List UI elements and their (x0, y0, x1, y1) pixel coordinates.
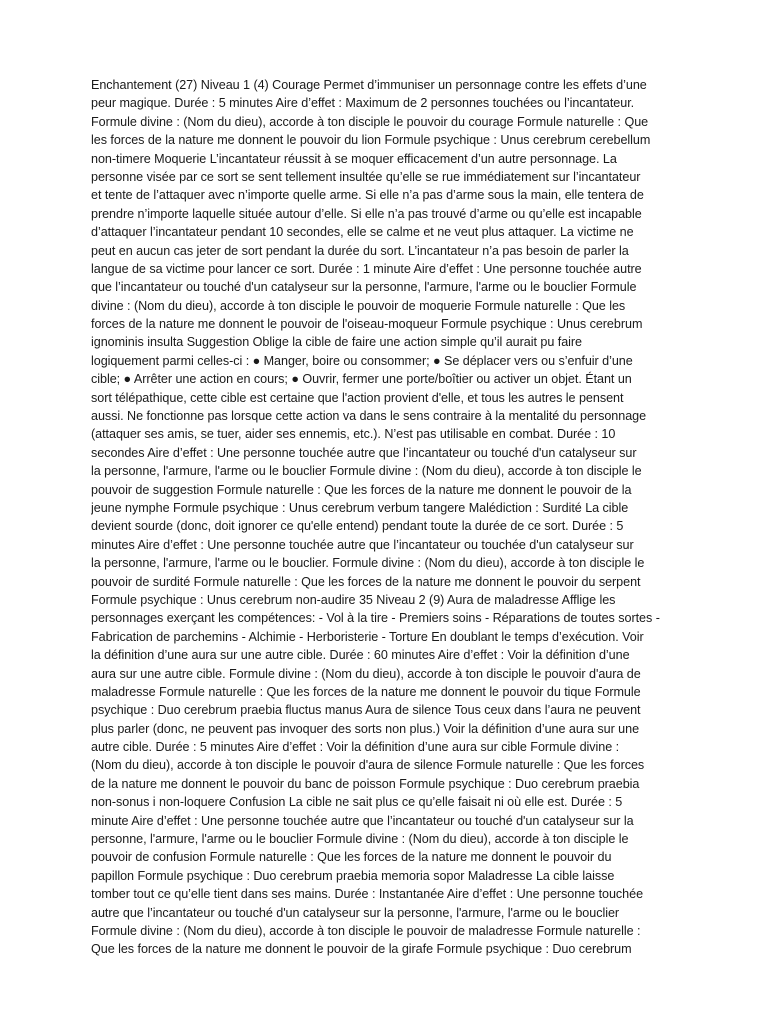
document-text-line: divine : (Nom du dieu), accorde à ton disciple le pouvoir de moquerie Formule naturelle : Que les (91, 298, 626, 313)
document-text-line: logiquement parmi celles-ci : ● Manger, boire ou consommer; ● Se déplacer vers ou s’enfuir d’une (91, 353, 633, 368)
document-text-line: non-timere Moquerie L’incantateur réussit à se moquer efficacement d’un autre personnage. La (91, 151, 617, 166)
document-text-line: Que les forces de la nature me donnent le pouvoir de la girafe Formule psychique : Duo cerebrum (91, 942, 632, 957)
document-text-line: ignominis insulta Suggestion Oblige la cible de faire une action simple qu’il aurait pu faire (91, 335, 582, 350)
document-text-line: peut en aucun cas jeter de sort pendant la durée du sort. L’incantateur n’a pas besoin de parler la (91, 243, 629, 258)
document-text-line: (Nom du dieu), accorde à ton disciple le pouvoir d'aura de silence Formule naturelle : Que les forces (91, 758, 645, 773)
document-text-line: la personne, l'armure, l'arme ou le bouclier Formule divine : (Nom du dieu), accorde à ton disciple le (91, 464, 642, 479)
document-text-line: Fabrication de parchemins - Alchimie - Herboristerie - Torture En doublant le temps d’exécution. Voir (91, 629, 644, 644)
document-text-line: les forces de la nature me donnent le pouvoir du lion Formule psychique : Unus cerebrum cerebellum (91, 133, 651, 148)
document-text-line: personne, l'armure, l'arme ou le bouclier Formule divine : (Nom du dieu), accorde à ton disciple le (91, 832, 629, 847)
document-text-line: forces de la nature me donnent le pouvoir de l'oiseau-moqueur Formule psychique : Unus cerebrum (91, 317, 643, 332)
document-text-line: minutes Aire d’effet : Une personne touchée autre que l’incantateur ou touchée d'un catalyseur sur (91, 537, 634, 552)
document-text-line: personne visée par ce sort se sent tellement insultée qu’elle se rue immédiatement sur l’incantateur (91, 169, 641, 184)
document-text-line: la personne, l'armure, l'arme ou le bouclier. Formule divine : (Nom du dieu), accorde à ton disciple le (91, 556, 645, 571)
document-text-line: pouvoir de surdité Formule naturelle : Que les forces de la nature me donnent le pouvoir du serpent (91, 574, 641, 589)
document-text-line: personnages exerçant les compétences: - Vol à la tire - Premiers soins - Réparations de toutes sortes - (91, 611, 660, 626)
document-text-line: autre que l’incantateur ou touché d'un catalyseur sur la personne, l'armure, l'arme ou le bouclier (91, 905, 620, 920)
document-text-line: maladresse Formule naturelle : Que les forces de la nature me donnent le pouvoir du tique Formule (91, 684, 641, 699)
document-text-line: et tente de l’attaquer avec n’importe quelle arme. Si elle n’a pas d’arme sous la main, elle tentera de (91, 188, 644, 203)
document-text-line: (attaquer ses amis, se tuer, aider ses ennemis, etc.). N’est pas utilisable en combat. Durée : 10 (91, 427, 616, 442)
document-text-line: la définition d’une aura sur une autre cible. Durée : 60 minutes Aire d’effet : Voir la définition d’une (91, 648, 630, 663)
document-body-text (91, 76, 679, 959)
document-text-line: sort télépathique, cette cible est certaine que l'action provient d'elle, et tous les autres le pensent (91, 390, 624, 405)
document-text-line: secondes Aire d’effet : Une personne touchée autre que l’incantateur ou touché d'un catalyseur sur (91, 445, 637, 460)
document-text-line: langue de sa victime pour lancer ce sort. Durée : 1 minute Aire d’effet : Une personne touchée autre (91, 261, 642, 276)
document-text-line: plus parler (donc, ne peuvent pas invoquer des sorts non plus.) Voir la définition d’une aura sur une (91, 721, 640, 736)
document-text-line: d’attaquer l’incantateur pendant 10 secondes, elle se calme et ne veut plus attaquer. La victime ne (91, 225, 634, 240)
document-text-line: peur magique. Durée : 5 minutes Aire d’effet : Maximum de 2 personnes touchées ou l’incantateur. (91, 96, 635, 111)
document-text-line: cible; ● Arrêter une action en cours; ● Ouvrir, fermer une porte/boîtier ou activer un objet. Étant un (91, 372, 632, 387)
document-text-line: jeune nymphe Formule psychique : Unus cerebrum verbum tangere Malédiction : Surdité La cible (91, 500, 629, 515)
document-text-line: pouvoir de suggestion Formule naturelle : Que les forces de la nature me donnent le pouvoir de la (91, 482, 632, 497)
document-text-line: prendre n’importe laquelle située autour d’elle. Si elle n’a pas trouvé d’arme ou qu’elle est incapable (91, 206, 642, 221)
document-text-line: papillon Formule psychique : Duo cerebrum praebia memoria sopor Maladresse La cible laisse (91, 868, 615, 883)
document-text-line: minute Aire d’effet : Une personne touchée autre que l’incantateur ou touché d'un catalyseur sur la (91, 813, 634, 828)
document-text-line: pouvoir de confusion Formule naturelle : Que les forces de la nature me donnent le pouvoir du (91, 850, 612, 865)
document-text-line: Formule divine : (Nom du dieu), accorde à ton disciple le pouvoir du courage Formule naturelle : Que (91, 114, 649, 129)
document-text-line: Formule divine : (Nom du dieu), accorde à ton disciple le pouvoir de maladresse Formule naturelle : (91, 923, 641, 938)
document-text-line: tomber tout ce qu’elle tient dans ses mains. Durée : Instantanée Aire d’effet : Une personne touchée (91, 887, 644, 902)
document-text-line: aussi. Ne fonctionne pas lorsque cette action va dans le sens contraire à la mentalité du personnage (91, 409, 647, 424)
document-text-line: de la nature me donnent le pouvoir du banc de poisson Formule psychique : Duo cerebrum praebia (91, 776, 640, 791)
document-text-line: Enchantement (27) Niveau 1 (4) Courage Permet d’immuniser un personnage contre les effets d’une (91, 78, 647, 92)
document-text-line: aura sur une autre cible. Formule divine : (Nom du dieu), accorde à ton disciple le pouvoir d'aura de (91, 666, 641, 681)
document-text-line: Formule psychique : Unus cerebrum non-audire 35 Niveau 2 (9) Aura de maladresse Afflige les (91, 592, 616, 607)
document-text-line: non-sonus i non-loquere Confusion La cible ne sait plus ce qu’elle faisait ni où elle est. Durée : 5 (91, 795, 623, 810)
document-text-line: psychique : Duo cerebrum praebia fluctus manus Aura de silence Tous ceux dans l’aura ne peuvent (91, 703, 641, 718)
document-text-line: devient sourde (donc, doit ignorer ce qu'elle entend) pendant toute la durée de ce sort. Durée : 5 (91, 519, 624, 534)
document-text-line: que l’incantateur ou touché d'un catalyseur sur la personne, l'armure, l'arme ou le bouclier Formule (91, 280, 637, 295)
document-text-line: autre cible. Durée : 5 minutes Aire d’effet : Voir la définition d’une aura sur cible Formule divine : (91, 740, 620, 755)
